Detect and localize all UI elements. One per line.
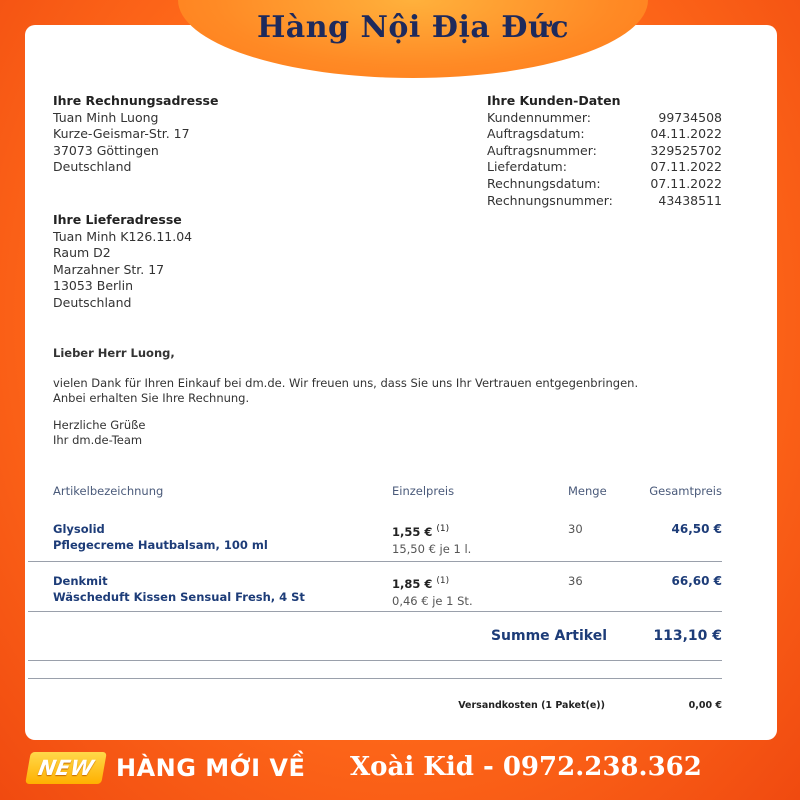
table-row <box>53 521 268 553</box>
new-badge: NEW <box>25 752 107 784</box>
billing-address <box>53 93 218 176</box>
customer-row <box>487 193 722 210</box>
sum-divider <box>28 660 722 661</box>
letter-closing: Herzliche Grüße <box>53 418 146 432</box>
item-qty: 30 <box>568 522 583 536</box>
customer-value: 329525702 <box>650 142 722 158</box>
billing-heading: Ihre Rechnungsadresse <box>53 93 219 108</box>
customer-label: Lieferdatum: <box>487 159 567 175</box>
col-header-unit-price: Einzelpreis <box>392 484 455 498</box>
row-divider <box>28 611 722 612</box>
customer-label: Auftragsnummer: <box>487 142 597 158</box>
customer-label: Auftragsdatum: <box>487 126 585 142</box>
new-arrivals-text: HÀNG MỚI VỀ <box>116 754 306 782</box>
customer-data <box>487 93 722 209</box>
letter-body: vielen Dank für Ihren Einkauf bei dm.de. Wir freuen uns, dass Sie uns Ihr Vertrauen entgegenbringen. <box>53 376 639 390</box>
footnote-mark: (1) <box>436 576 450 586</box>
delivery-line: 13053 Berlin <box>53 278 134 294</box>
footnote-mark: (1) <box>436 524 450 534</box>
customer-label: Kundennummer: <box>487 109 591 125</box>
customer-label: Rechnungsnummer: <box>487 192 613 208</box>
table-row <box>53 573 305 605</box>
billing-line: Kurze-Geismar-Str. 17 <box>53 126 190 142</box>
customer-value: 04.11.2022 <box>650 126 722 142</box>
unit-price-cell <box>392 521 471 557</box>
col-header-qty: Menge <box>568 484 607 498</box>
item-brand: Glysolid <box>53 522 105 536</box>
item-total: 46,50 € <box>671 522 722 536</box>
item-qty: 36 <box>568 574 583 588</box>
contact-text: Xoài Kid - 0972.238.362 <box>350 752 702 782</box>
banner-title: Hàng Nội Địa Đức <box>256 10 570 45</box>
col-header-total: Gesamtpreis <box>649 484 722 498</box>
customer-row <box>487 110 722 127</box>
billing-line: Tuan Minh Luong <box>53 109 159 125</box>
shipping-value: 0,00 € <box>688 700 722 711</box>
sum-value: 113,10 € <box>653 628 722 644</box>
item-name: Wäscheduft Kissen Sensual Fresh, 4 St <box>53 590 305 604</box>
sum-label: Summe Artikel <box>490 628 607 644</box>
customer-heading: Ihre Kunden-Daten <box>487 93 621 108</box>
delivery-line: Marzahner Str. 17 <box>53 261 165 277</box>
delivery-line: Raum D2 <box>53 245 111 261</box>
item-unit-price: 0,46 € je 1 St. <box>392 593 473 608</box>
letter-text <box>53 346 638 448</box>
delivery-line: Deutschland <box>53 294 132 310</box>
delivery-address <box>53 212 192 312</box>
item-name: Pflegecreme Hautbalsam, 100 ml <box>53 538 268 552</box>
shipping-label: Versandkosten (1 Paket(e)) <box>458 700 605 711</box>
customer-row <box>487 176 722 193</box>
billing-line: 37073 Göttingen <box>53 142 159 158</box>
item-price: 1,55 € <box>392 525 433 540</box>
customer-value: 99734508 <box>658 109 722 125</box>
customer-row <box>487 126 722 143</box>
item-total: 66,60 € <box>671 574 722 588</box>
item-price: 1,85 € <box>392 577 433 592</box>
letter-greeting: Lieber Herr Luong, <box>53 346 175 360</box>
letter-closing: Ihr dm.de-Team <box>53 433 143 447</box>
delivery-heading: Ihre Lieferadresse <box>53 212 182 227</box>
item-unit-price: 15,50 € je 1 l. <box>392 541 472 556</box>
customer-row <box>487 159 722 176</box>
customer-row <box>487 143 722 160</box>
col-header-item: Artikelbezeichnung <box>53 484 164 498</box>
customer-label: Rechnungsdatum: <box>487 175 601 191</box>
customer-value: 43438511 <box>658 192 722 208</box>
customer-value: 07.11.2022 <box>650 175 722 191</box>
billing-line: Deutschland <box>53 159 132 175</box>
item-brand: Denkmit <box>53 574 108 588</box>
letter-body: Anbei erhalten Sie Ihre Rechnung. <box>53 391 250 405</box>
sum-divider <box>28 678 722 679</box>
unit-price-cell <box>392 573 473 609</box>
delivery-line: Tuan Minh K126.11.04 <box>53 228 193 244</box>
customer-value: 07.11.2022 <box>650 159 722 175</box>
row-divider <box>28 561 722 562</box>
